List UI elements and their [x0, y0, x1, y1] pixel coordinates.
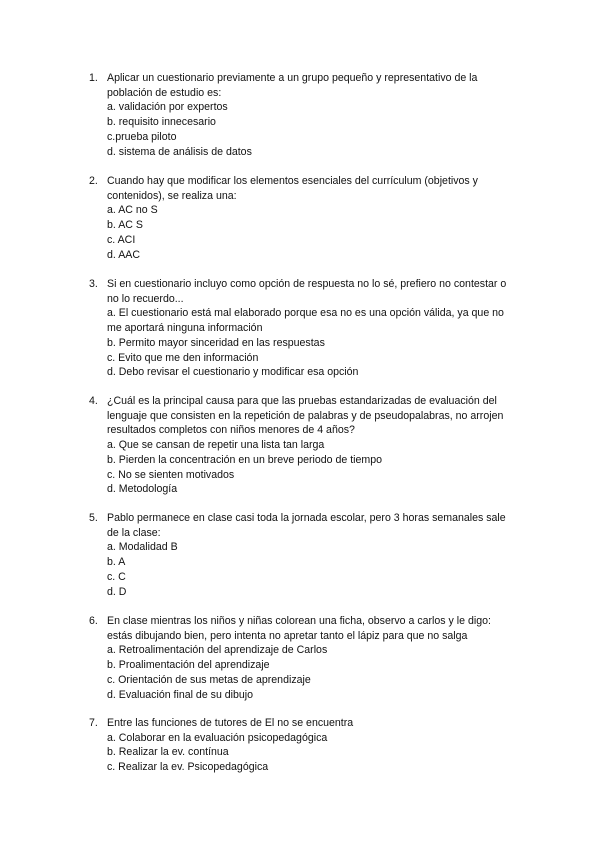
answer-option: b. A: [107, 556, 126, 569]
answer-option: a. Que se cansan de repetir una lista tan larga: [107, 439, 325, 452]
question-stem-line: ¿Cuál es la principal causa para que las pruebas estandarizadas de evaluación del: [107, 395, 497, 407]
answer-option: c. No se sienten motivados: [107, 468, 235, 481]
question-stem-line: En clase mientras los niños y niñas colorean una ficha, observo a carlos y le digo:: [107, 615, 491, 627]
question-number: 3.: [89, 278, 98, 290]
question-number: 6.: [89, 615, 98, 627]
answer-option: a. Colaborar en la evaluación psicopedagógica: [107, 731, 328, 744]
answer-option: a. Retroalimentación del aprendizaje de Carlos: [107, 644, 328, 657]
question-body: [107, 716, 527, 775]
answer-option: d. Debo revisar el cuestionario y modificar esa opción: [107, 366, 359, 379]
question-stem-line: no lo recuerdo...: [107, 292, 184, 305]
answer-option: d. AAC: [107, 248, 140, 261]
answer-option: a. AC no S: [107, 204, 158, 217]
answer-option: c. C: [107, 570, 126, 583]
question-body: [107, 174, 527, 262]
answer-option: a. Modalidad B: [107, 541, 178, 554]
answer-option: d. Metodología: [107, 483, 178, 496]
question-stem-line: Cuando hay que modificar los elementos esenciales del currículum (objetivos y: [107, 175, 478, 187]
question-number: 1.: [89, 72, 98, 84]
answer-option: c. Evito que me den información: [107, 351, 259, 364]
answer-option: b. Permito mayor sinceridad en las respuestas: [107, 336, 325, 349]
answer-option: d. D: [107, 585, 127, 598]
answer-option: c.prueba piloto: [107, 130, 177, 143]
answer-option: c. Realizar la ev. Psicopedagógica: [107, 761, 269, 774]
answer-option: a. El cuestionario está mal elaborado porque esa no es una opción válida, ya que no: [107, 307, 504, 320]
question-body: [107, 277, 527, 380]
question-stem-line: Si en cuestionario incluyo como opción de respuesta no lo sé, prefiero no contestar o: [107, 278, 507, 290]
question-stem-line: contenidos), se realiza una:: [107, 189, 237, 202]
question-body: [107, 614, 527, 702]
answer-option: a. validación por expertos: [107, 101, 228, 114]
answer-option: b. AC S: [107, 219, 143, 232]
question-number: 7.: [89, 717, 98, 729]
question-stem-line: población de estudio es:: [107, 86, 222, 99]
question-stem-line: Entre las funciones de tutores de El no se encuentra: [107, 717, 354, 729]
question-stem-line: Pablo permanece en clase casi toda la jornada escolar, pero 3 horas semanales sale: [107, 512, 506, 524]
question-stem-line: de la clase:: [107, 526, 161, 539]
question-body: [107, 71, 527, 159]
answer-option: d. Evaluación final de su dibujo: [107, 688, 254, 701]
answer-option: d. sistema de análisis de datos: [107, 145, 252, 158]
answer-option: b. requisito innecesario: [107, 116, 216, 129]
question-stem-line: estás dibujando bien, pero intenta no apretar tanto el lápiz para que no salga: [107, 629, 468, 642]
question-stem-line: resultados completos con niños menores de 4 años?: [107, 424, 355, 437]
answer-option: c. Orientación de sus metas de aprendizaje: [107, 673, 311, 686]
question-stem-line: lenguaje que consisten en la repetición de palabras y de pseudopalabras, no arrojen: [107, 409, 504, 422]
question-stem-line: Aplicar un cuestionario previamente a un grupo pequeño y representativo de la: [107, 72, 478, 84]
answer-option: b. Realizar la ev. contínua: [107, 746, 229, 759]
question-body: [107, 394, 527, 497]
answer-option: b. Pierden la concentración en un breve periodo de tiempo: [107, 453, 383, 466]
answer-option: c. ACI: [107, 233, 136, 246]
question-number: 4.: [89, 395, 98, 407]
answer-option: b. Proalimentación del aprendizaje: [107, 659, 270, 672]
question-body: [107, 511, 527, 599]
question-number: 5.: [89, 512, 98, 524]
question-number: 2.: [89, 175, 98, 187]
answer-option: me aportará ninguna información: [107, 322, 263, 335]
